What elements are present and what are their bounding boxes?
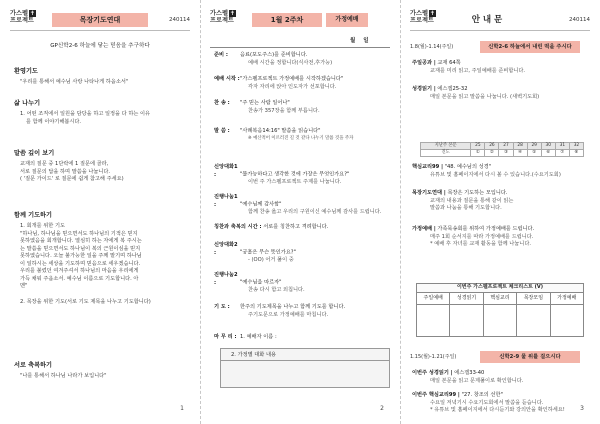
family-conversation-box[interactable]: 2. 가정별 대화 내용: [220, 348, 390, 388]
check-cell-sunday[interactable]: [417, 305, 450, 337]
section-heading: 말씀 깊이 보기: [14, 150, 55, 157]
order-sharing-1: 진행나눔1 : "예수님께 감사함" 함께 찬송 읊고 우리의 구원이신 예수님께 감사를 드립니다.: [214, 194, 382, 216]
page-number: 3: [580, 405, 584, 413]
week-2-date-range: 1.15(월)-1.21(주일): [410, 354, 457, 360]
pray-together-section: 함께 기도하기 1. 회개를 위한 기도 "하나님, 하나님을 믿으면서도 하나님의 기적은 믿지 못하였음을 회개합니다. 열심히 하는 자에게 복 주시는 는 말씀을 믿으면서도 하나님이 복의 근원이심을 믿지 못하였습니다. 오늘 불가능한 일을 주께 맡기며 하나님 이 일하시는 세상을 기도하며 믿음으로 세우겠습니다. 우리를 불렀던 여겨주셔서 하나님의 마음을 우리에게 가득 채워 주옵소서. 예수님 이름으로 기도합니다. 아 멘" 2. 목장을 위한 기도(서로 기도 제목을 나누고 기도합니다): [14, 212, 186, 306]
cross-icon: ✝: [429, 10, 435, 17]
date-code: 240114: [569, 17, 590, 23]
life-sharing-section: 삶 나누기 1. 어떤 조직에서 일원을 담당을 하고 일정을 다 하는 이유 를 함께 이야기해봅시다.: [14, 100, 186, 126]
worship-label: 가정예배: [326, 13, 368, 27]
schedule-check-row: 진도 ① ② ③ ④ ⑤ ⑥ ⑦ ⑧: [421, 150, 584, 157]
info-sunday-lesson: 주일공과 | 교재 64쪽 교재를 미리 읽고, 주일예배를 준비합니다.: [412, 60, 526, 74]
schedule-header-row: 지난주 본문 25 26 27 28 29 30 31 32: [421, 143, 584, 150]
page-3-announcements: [400, 0, 600, 424]
check-cell-family[interactable]: [550, 305, 583, 337]
info-bible-reading: 성경읽기 | 에스겔25-32 매일 본문을 읽고 말씀을 나눕니다. (새벽기도회): [412, 86, 540, 100]
check-cell-reading[interactable]: [450, 305, 483, 337]
section-heading: 환영기도: [14, 68, 38, 75]
deep-word-section: 말씀 깊이 보기 교재의 질문 중 1단락에 1 질문에 골라, 서로 질문의 답을 하며 말씀을 나눕니다. ( '질문 가이드' 로 질문에 쉽게 참고해 주세요): [14, 150, 186, 184]
checklist-header-row: 주일예배 성경읽기 핵심교리 목장모임 가정예배: [417, 293, 584, 305]
week-1-lesson-pill: 신학2-6 하늘에서 내린 떡을 주시다: [480, 41, 580, 53]
page-2-family-worship: [200, 0, 400, 424]
header-divider: [410, 30, 590, 31]
page-title: 목장기도연대: [52, 13, 148, 27]
order-scripture: 말 씀 : "사례복음14:16" 말씀을 읽습니다" ※ 예산적어 이르러진 길 것 같다 나누기 말씀 것을 주자: [214, 128, 354, 141]
bless-each-other-section: 서로 축복하기 "나를 통해서 하나님 나라가 보입니다": [14, 362, 186, 381]
week-title: 1월 2주차: [252, 13, 322, 27]
order-worship-start: 예배 시작 :"가스펠프로젝트 가정예배를 시작하겠습니다" 각자 자리에 앉아 인도자가 선포합니다.: [214, 76, 344, 90]
lesson-title: GP신학2-6 하늘에 닿는 믿음을 추구하다: [50, 43, 150, 49]
section-heading: 함께 기도하기: [14, 212, 53, 219]
info-family-worship: 가정예배 | 가족묵송회를 위하여 가정예배를 드립니다. 매주 1회 순서지를 따라 가정예배를 드립니다. * 예배 후 자녀를 교재 활동을 함께 나눕니다.: [412, 226, 535, 248]
order-hymn: 찬 송 : "주 믿는 사람 일어나" 찬송가 357장을 함께 부릅니다.: [214, 100, 320, 114]
order-closing: 마 무 리 : 1. 예배자 이름 :: [214, 334, 277, 340]
box-divider: [221, 360, 389, 361]
page-1-cell-group-prayer: [0, 0, 200, 424]
cross-icon: ✝: [229, 10, 235, 17]
info-next-reading: 이번주 성경읽기 | 에스겔33-40 매일 본문을 읽고 문제풀이로 확인합니다.: [412, 370, 524, 384]
page-number: 1: [180, 405, 184, 413]
month-day-field: 월 일: [350, 38, 372, 44]
week-1-date-range: 1.8(월)-1.14(주일): [410, 44, 454, 50]
week-2-lesson-pill: 신학2-9 물 위를 걸으시다: [480, 351, 580, 363]
reading-schedule-table: [420, 142, 584, 157]
order-faith-talk-2: 신앙대화2 : "궁홀은 무슨 뜻인가요?" - (OO) 어거 풀이 중: [214, 242, 296, 264]
gospel-project-logo: 가스펠 ✝ 프로젝트: [10, 10, 35, 25]
order-faith-talk-1: 신앙대화1 : "불가능하다고 생각한 것에 가장은 무엇인가요?" 이번 주 가스펠프로젝트 주제를 나눕니다.: [214, 164, 350, 186]
weekly-checklist-table: [416, 283, 584, 337]
check-cell-doctrine[interactable]: [483, 305, 516, 337]
check-cell-cell[interactable]: [517, 305, 550, 337]
date-code: 240114: [169, 17, 190, 23]
info-cell-prayer: 목장기도연대 | 목장은 기도하는 모입니다. 교재의 내용과 질문을 통해 같이 읽는 말씀과 나눔을 통해 기도합니다.: [412, 190, 514, 212]
section-heading: 서로 축복하기: [14, 362, 53, 369]
order-prayer: 기 도 : 한주의 기도제목을 나누고 함께 기도를 합니다. 주기도문으로 가정예배를 마칩니다.: [214, 304, 346, 318]
order-praise-blessing: 칭찬과 축복의 시간 : 서로를 칭찬하고 격려합니다.: [214, 224, 329, 230]
section-heading: 삶 나누기: [14, 100, 41, 107]
order-preparation: 준비 : 음료(포도주스)를 준비합니다. 예배 시간을 정합니다(식사전,후가능): [214, 52, 333, 66]
header-divider: [10, 30, 190, 31]
info-next-doctrine: 이번주 핵심교리99 | "27. 창조의 선한" 수요일 저녁기시 수요기도회에서 말씀을 듣습니다. * 유튜브 및 홈페이지에서 다시듣기와 강의안을 확인하세요!: [412, 392, 565, 414]
page-title: 안 내 문: [471, 15, 503, 25]
order-sharing-2: 진행나눔2 : "예수님을 따르자" 찬송 다시 함고 외칩니다.: [214, 272, 305, 294]
welcome-prayer-section: 환영기도 "우리를 통해서 예수님 사랑 나타나게 하옵소서": [14, 68, 186, 87]
checklist-title-row: 이번주 가스펠프로젝트 체크리스트 (V): [417, 284, 584, 293]
gospel-project-logo: 가스펠 ✝ 프로젝트: [210, 10, 235, 25]
info-core-doctrine: 핵심교리99 | "48. 예수님의 성경" 유튜브 및 홈페이지에서 다시 볼 수 있습니다.(수요기도회): [412, 164, 561, 178]
gospel-project-logo: 가스펠 ✝ 프로젝트: [410, 10, 435, 25]
checklist-check-row: [417, 305, 584, 337]
cross-icon: ✝: [29, 10, 35, 17]
page-number: 2: [380, 405, 384, 413]
header-divider: [210, 47, 390, 48]
page-2-header: [210, 10, 390, 34]
